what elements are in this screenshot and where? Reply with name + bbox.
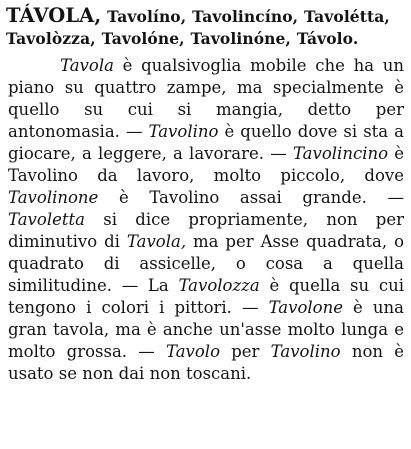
- headword-variant: Tavolòzza,: [6, 29, 96, 48]
- italic-term: Tavoletta: [8, 210, 85, 229]
- italic-term: Tavolincino: [292, 144, 389, 163]
- headword-variant: Tavolóne,: [101, 29, 185, 48]
- headword-variant: Tavolétta,: [303, 7, 390, 26]
- headword-block: [6, 0, 404, 50]
- definition-segment: ma per Asse quadrata, o quadrato di assicelle, o cosa a quella similitudine. — La: [8, 232, 405, 295]
- italic-term: Tavolinone: [8, 188, 99, 207]
- definition-segment: è quella su cui tengono i colori i pittori. —: [8, 276, 405, 317]
- italic-term: Tavolozza: [178, 276, 260, 295]
- headword-variant: Tavolincíno,: [192, 7, 299, 26]
- italic-term: Tavola: [60, 56, 114, 75]
- headword-variant: Tavolíno,: [107, 7, 187, 26]
- italic-term: Tavolino: [148, 122, 219, 141]
- definition-segment: non è usato se non dai non toscani.: [8, 342, 404, 383]
- italic-term: Tavolino: [270, 342, 341, 361]
- headword-variant: Távolo.: [296, 29, 359, 48]
- headword-main: TÁVOLA,: [6, 4, 102, 27]
- headword-variant: Tavolinóne,: [190, 29, 291, 48]
- definition-segment: è una gran tavola, ma è anche un'asse molto lunga e molto grossa. —: [8, 298, 404, 361]
- dictionary-entry: [6, 0, 404, 385]
- definition-segment: è Tavolino assai grande. —: [98, 188, 404, 207]
- italic-term: Tavolone: [268, 298, 343, 317]
- italic-term: Tavolo: [165, 342, 221, 361]
- definition-text: [6, 55, 404, 385]
- definition-segment: è Tavolino da lavoro, molto piccolo, dove: [8, 144, 404, 185]
- italic-term: Tavola,: [126, 232, 187, 251]
- definition-segment: è qualsivoglia mobile che ha un piano su quattro zampe, ma specialmente è quello su cui si mangia, detto per antonomasia. —: [8, 56, 404, 141]
- definition-segment: per: [220, 342, 271, 361]
- definition-segment: si dice propriamente, non per diminutivo di: [8, 210, 404, 251]
- definition-segment: è quello dove si sta a giocare, a leggere, a lavorare. —: [8, 122, 405, 163]
